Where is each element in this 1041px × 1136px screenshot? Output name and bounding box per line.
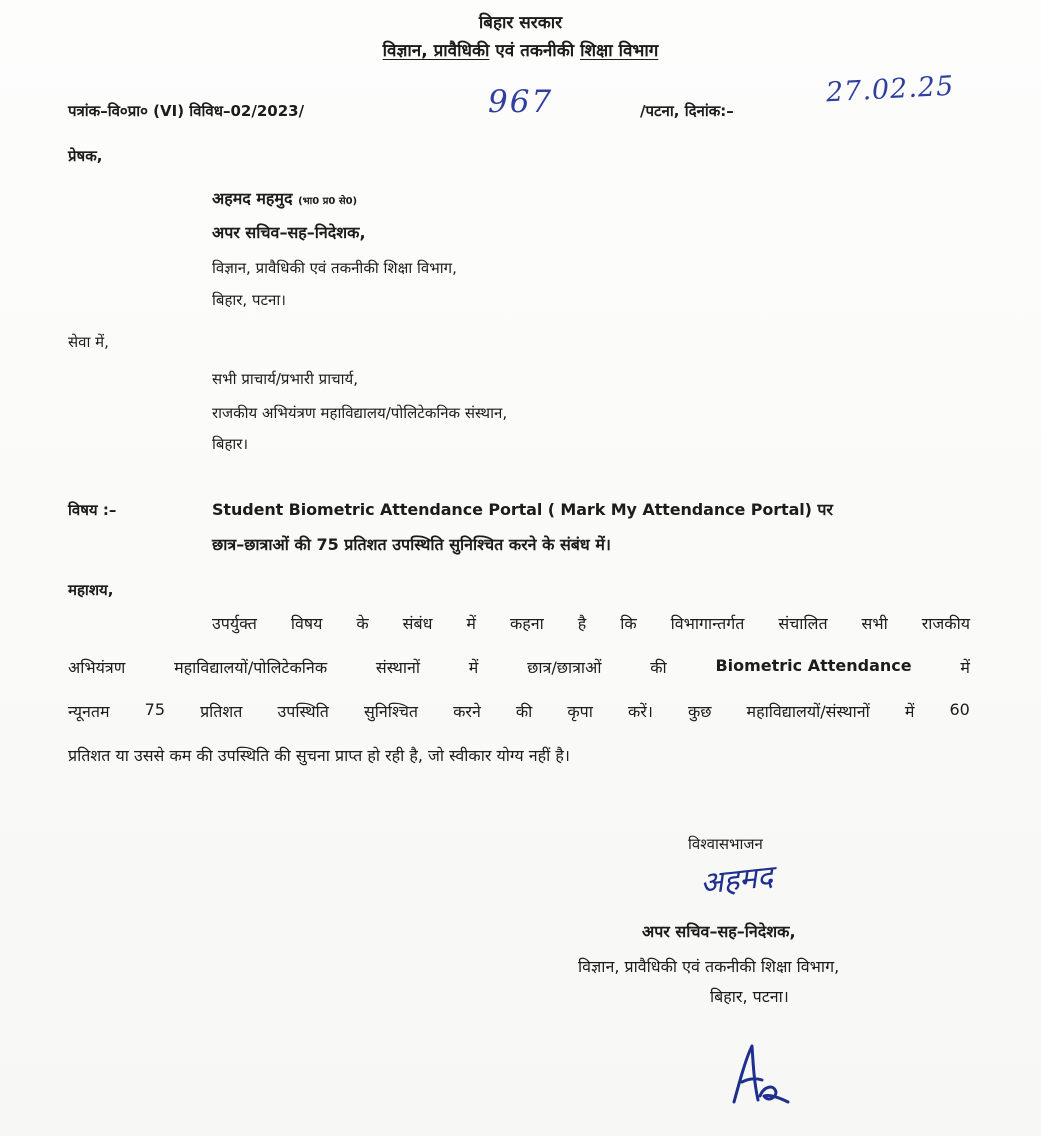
department-title-part3: शिक्षा विभाग (580, 41, 659, 61)
body-word: राजकीय (921, 614, 970, 633)
body-word: विषय (290, 614, 323, 633)
body-word: करें। (627, 702, 653, 721)
body-word: कहना (509, 614, 544, 633)
body-line-3 (68, 700, 970, 722)
sender-name (212, 187, 357, 209)
letter-reference-number: पत्रांक–वि०प्रा० (VI) विविध–02/2023/ (68, 102, 305, 120)
handwritten-letter-number: 967 (488, 84, 554, 120)
body-word: कि (620, 614, 637, 633)
body-word: महाविद्यालयों/पोलिटेकनिक (174, 658, 328, 677)
sender-city: बिहार, पटना। (212, 291, 286, 309)
subject-line-1: Student Biometric Attendance Portal ( Mark My Attendance Portal) पर (212, 500, 833, 519)
body-line-2 (68, 656, 970, 678)
body-word: उपर्युक्त (212, 614, 257, 633)
body-word: विभागान्तर्गत (670, 614, 745, 633)
body-word: उपस्थिति (277, 702, 329, 721)
department-title-part1: विज्ञान, प्रावैधिकी (382, 41, 490, 61)
recipient-line-3: बिहार। (212, 435, 249, 453)
body-word: की (515, 702, 533, 721)
body-word: 60 (949, 700, 970, 719)
sender-name-text: अहमद महमुद (212, 189, 293, 208)
recipient-line-1: सभी प्राचार्य/प्रभारी प्राचार्य, (212, 370, 358, 388)
sender-designation: अपर सचिव–सह–निदेशक, (212, 223, 366, 242)
body-word: की (650, 658, 667, 677)
body-word: संबंध (402, 614, 433, 633)
department-title (0, 38, 1041, 61)
body-word: सभी (861, 614, 888, 633)
handwritten-signature: अहमद (698, 859, 775, 902)
government-title: बिहार सरकार (478, 13, 563, 33)
body-word: के (356, 614, 369, 633)
valediction: विश्वासभाजन (688, 835, 763, 853)
body-line-1 (212, 612, 970, 634)
body-word: करने (453, 702, 481, 721)
subject-line-2: छात्र–छात्राओं की 75 प्रतिशत उपस्थिति सुनिश्चित करने के संबंध में। (212, 535, 611, 554)
place-date-label: /पटना, दिनांक:– (640, 102, 734, 120)
body-word: न्यूनतम (68, 702, 110, 721)
body-word: में (468, 658, 479, 677)
body-word: संचालित (778, 614, 828, 633)
salutation: महाशय, (68, 581, 114, 599)
signatory-department: विज्ञान, प्रावैधिकी एवं तकनीकी शिक्षा विभाग, (578, 957, 840, 976)
department-title-part2: एवं तकनीकी (489, 41, 581, 61)
handwritten-initials (726, 1040, 796, 1114)
body-word: 75 (144, 700, 165, 719)
sender-service: (भा0 प्र0 से0) (298, 196, 358, 207)
signatory-designation: अपर सचिव–सह–निदेशक, (642, 922, 796, 941)
handwritten-date: 27.02.25 (825, 70, 955, 109)
body-word: कुछ (687, 702, 712, 721)
body-word: महाविद्यालयों/संस्थानों (746, 702, 870, 721)
body-word: में (960, 658, 970, 677)
body-word: सुनिश्चित (363, 702, 419, 721)
sender-department: विज्ञान, प्रावैधिकी एवं तकनीकी शिक्षा विभाग, (212, 259, 457, 277)
body-line-4: प्रतिशत या उससे कम की उपस्थिति की सुचना प्राप्त हो रही है, जो स्वीकार योग्य नहीं है। (68, 746, 570, 765)
recipient-line-2: राजकीय अभियंत्रण महाविद्यालय/पोलिटेकनिक संस्थान, (212, 404, 508, 422)
body-word: में (466, 614, 476, 633)
body-word: प्रतिशत (200, 702, 243, 721)
body-word: अभियंत्रण (68, 658, 126, 677)
body-word: कृपा (567, 702, 593, 721)
recipient-label: सेवा में, (68, 333, 109, 351)
body-word: में (904, 702, 915, 721)
body-word: संस्थानों (375, 658, 421, 677)
body-word: छात्र/छात्राओं (527, 658, 602, 677)
body-word: है (577, 614, 587, 633)
subject-label: विषय :– (68, 501, 117, 519)
body-word: Biometric Attendance (715, 656, 912, 675)
signatory-city: बिहार, पटना। (710, 987, 789, 1006)
sender-label: प्रेषक, (68, 147, 103, 165)
